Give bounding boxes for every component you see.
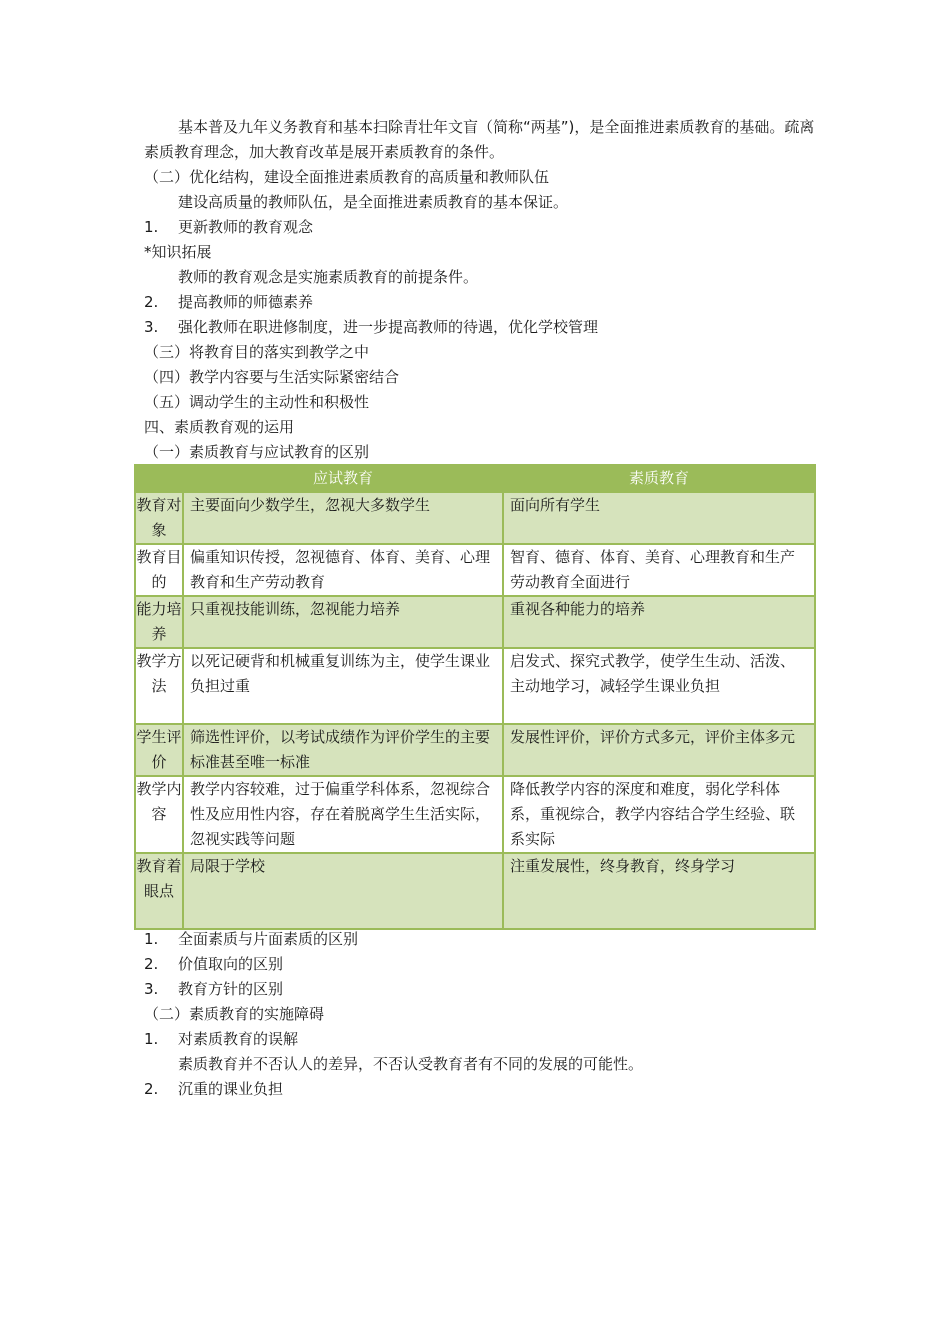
table-corner-cell	[135, 465, 183, 492]
quality-cell: 重视各种能力的培养	[503, 596, 815, 648]
exam-cell: 教学内容较难，过于偏重学科体系，忽视综合性及应用性内容，存在着脱离学生生活实际，忽视实践等问题	[183, 776, 503, 853]
list-item-ethics	[144, 290, 313, 315]
table-row	[135, 776, 815, 853]
exam-cell: 偏重知识传授，忽视德育、体育、美育、心理教育和生产劳动教育	[183, 544, 503, 596]
list-text: 提高教师的师德素养	[178, 293, 314, 311]
part-4-heading: 四、素质教育观的运用	[144, 418, 295, 436]
quality-cell: 发展性评价，评价方式多元，评价主体多元	[503, 724, 815, 776]
exam-cell: 以死记硬背和机械重复训练为主，使学生课业负担过重	[183, 648, 503, 724]
knowledge-label: *知识拓展	[144, 243, 212, 261]
table-row	[135, 853, 815, 929]
quality-cell: 注重发展性，终身教育，终身学习	[503, 853, 815, 929]
list-text: 对素质教育的误解	[178, 1030, 299, 1048]
list-item-misunderstanding	[144, 1027, 298, 1052]
column-header-quality: 素质教育	[503, 465, 815, 492]
list-text: 更新教师的教育观念	[178, 218, 314, 236]
table-row	[135, 544, 815, 596]
list-item-policy-difference	[144, 977, 283, 1002]
misunderstanding-paragraph: 素质教育并不否认人的差异，不否认受教育者有不同的发展的可能性。	[178, 1055, 644, 1073]
list-item-training	[144, 315, 598, 340]
quality-cell: 智育、德育、体育、美育、心理教育和生产劳动教育全面进行	[503, 544, 815, 596]
list-text: 沉重的课业负担	[178, 1080, 284, 1098]
list-text: 全面素质与片面素质的区别	[178, 930, 359, 948]
exam-cell: 局限于学校	[183, 853, 503, 929]
row-label: 能力培养	[135, 596, 183, 648]
row-label: 教育目的	[135, 544, 183, 596]
list-number: 2.	[144, 955, 159, 973]
list-text: 教育方针的区别	[178, 980, 284, 998]
list-number: 2.	[144, 1080, 159, 1098]
table-row	[135, 492, 815, 544]
quality-cell: 降低教学内容的深度和难度，弱化学科体系，重视综合，教学内容结合学生经验、联系实际	[503, 776, 815, 853]
section-2-paragraph: 建设高质量的教师队伍，是全面推进素质教育的基本保证。	[178, 193, 569, 211]
section-3-heading: （三）将教育目的落实到教学之中	[144, 343, 370, 361]
section-5-heading: （五）调动学生的主动性和积极性	[144, 393, 370, 411]
comparison-table	[134, 464, 816, 930]
list-text: 价值取向的区别	[178, 955, 284, 973]
exam-cell: 筛选性评价，以考试成绩作为评价学生的主要标准甚至唯一标准	[183, 724, 503, 776]
row-label: 教学内容	[135, 776, 183, 853]
row-label: 教学方法	[135, 648, 183, 724]
column-header-exam: 应试教育	[183, 465, 503, 492]
list-number: 2.	[144, 293, 159, 311]
table-row	[135, 596, 815, 648]
intro-paragraph: 基本普及九年义务教育和基本扫除青壮年文盲（简称“两基”)，是全面推进素质教育的基础。疏离素质教育理念，加大教育改革是展开素质教育的条件。	[144, 118, 815, 161]
list-item-quality-difference	[144, 927, 358, 952]
exam-cell: 只重视技能训练，忽视能力培养	[183, 596, 503, 648]
row-label: 教育对象	[135, 492, 183, 544]
list-item-update-concept	[144, 215, 313, 240]
list-item-value-difference	[144, 952, 283, 977]
section-4-heading: （四）教学内容要与生活实际紧密结合	[144, 368, 400, 386]
quality-cell: 面向所有学生	[503, 492, 815, 544]
list-number: 3.	[144, 980, 159, 998]
exam-cell: 主要面向少数学生，忽视大多数学生	[183, 492, 503, 544]
list-number: 1.	[144, 1030, 159, 1048]
row-label: 教育着眼点	[135, 853, 183, 929]
quality-cell: 启发式、探究式教学，使学生生动、活泼、主动地学习，减轻学生课业负担	[503, 648, 815, 724]
table-row	[135, 648, 815, 724]
table-row	[135, 724, 815, 776]
part-4-sub-1: （一）素质教育与应试教育的区别	[144, 443, 370, 461]
section-2-heading: （二）优化结构，建设全面推进素质教育的高质量和教师队伍	[144, 168, 550, 186]
row-label: 学生评价	[135, 724, 183, 776]
part-4-sub-2: （二）素质教育的实施障碍	[144, 1005, 325, 1023]
table-header-row	[135, 465, 815, 492]
list-text: 强化教师在职进修制度，进一步提高教师的待遇，优化学校管理	[178, 318, 599, 336]
knowledge-text: 教师的教育观念是实施素质教育的前提条件。	[178, 268, 479, 286]
list-item-heavy-burden	[144, 1077, 283, 1102]
list-number: 1.	[144, 218, 159, 236]
list-number: 1.	[144, 930, 159, 948]
list-number: 3.	[144, 318, 159, 336]
